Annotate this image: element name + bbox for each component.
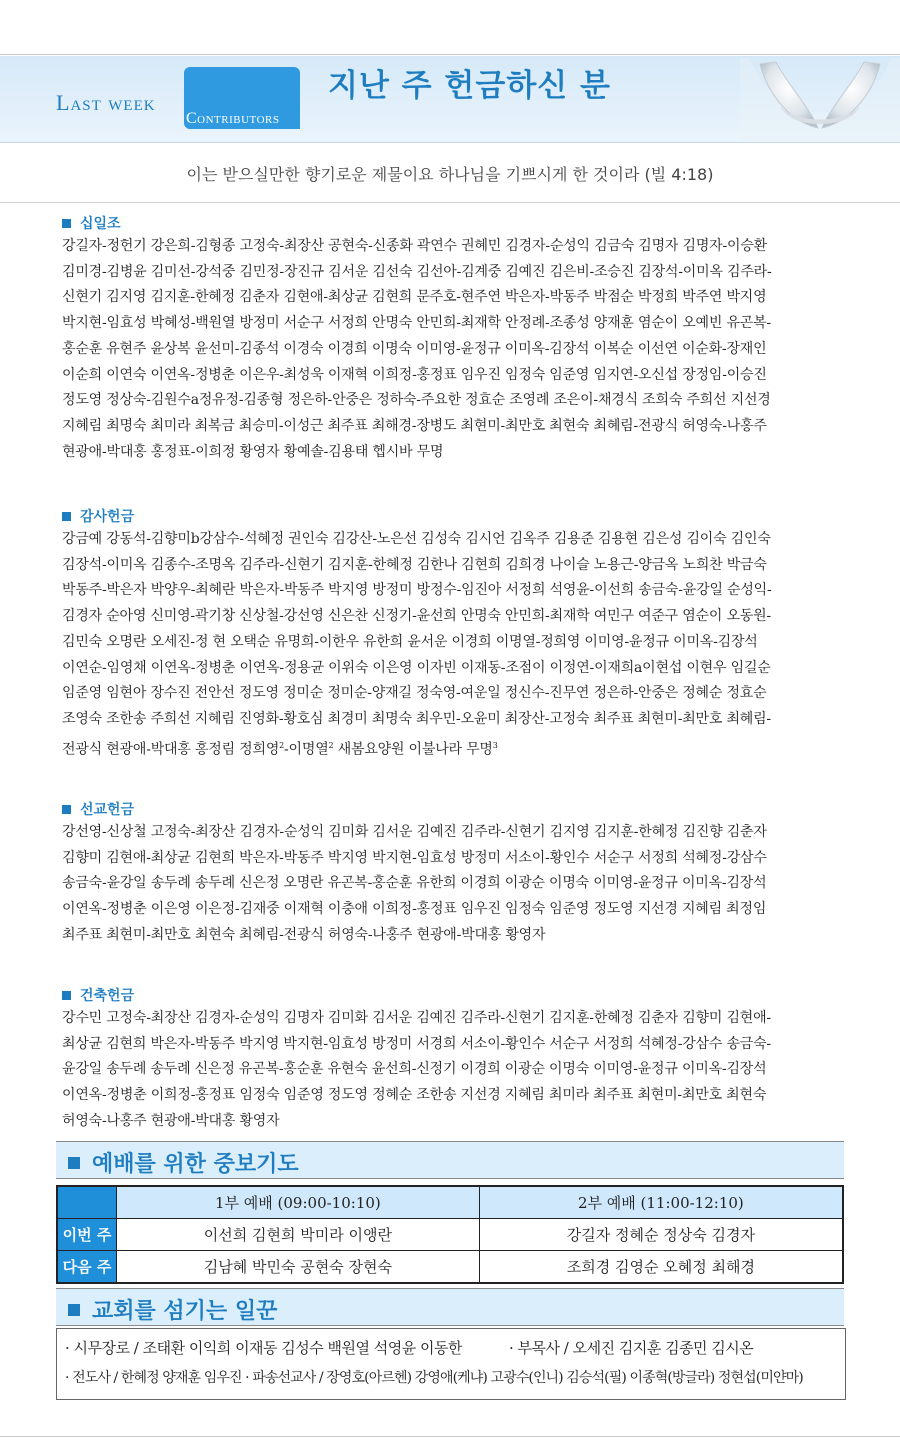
scripture-verse: 이는 받으실만한 향기로운 제물이요 하나님을 기쁘시게 한 것이라 (빌 4:18) [186, 165, 714, 184]
table-cell: 김남혜 박민숙 공현숙 장현숙 [117, 1251, 480, 1284]
names-line: 조영숙 조한송 주희선 지혜림 진영화-황호심 최경미 최명숙 최우민-오윤미 최장산-고정숙 최주표 최현미-최만호 최혜림- [62, 710, 771, 727]
names-text: 새봄요양원 이불나라 무명 [333, 741, 493, 758]
names-line: 최상균 김현희 박은자-박동주 박지영 박지현-임효성 방정미 서경희 서소이-황인수 서순구 서정희 석혜정-강삼수 송금숙- [62, 1035, 771, 1052]
tithe-names [62, 234, 842, 465]
offering-hands-image [740, 58, 900, 142]
names-line: 최주표 최현미-최만호 최현숙 최혜림-전광식 허영숙-나홍주 현광애-박대홍 황영자 [62, 926, 546, 943]
square-bullet-icon [62, 219, 71, 228]
building-names [62, 1006, 842, 1135]
names-line: 강수민 고정숙-최장산 김경자-순성익 김명자 김미화 김서운 김예진 김주라-신현기 김지훈-한혜정 김춘자 김향미 김현애- [62, 1010, 771, 1026]
bottom-divider [0, 1436, 900, 1437]
section-title: 감사헌금 [80, 509, 135, 525]
names-line: 정도영 정상숙-김원수a정유정-김종형 정은하-안중은 정하숙-주요한 정효순 조영례 조은이-채경식 조희숙 주희선 지선경 [62, 392, 771, 409]
square-bullet-icon [68, 1157, 80, 1169]
names-line: 이연옥-정병춘 이희정-홍정표 임정숙 임준영 정도영 정혜순 조한송 지선경 지혜림 최미라 최주표 최현미-최만호 최현숙 [62, 1087, 767, 1104]
names-text: -이명열 [284, 741, 329, 758]
workers-list [56, 1328, 846, 1400]
prayer-title: 예배를 위한 중보기도 [92, 1152, 299, 1177]
names-line: 임준영 임현아 장수진 전안선 정도영 정미순 정미순-양재길 정숙영-여운일 정신수-진무연 정은하-안중은 정혜순 정효순 [62, 685, 767, 702]
workers-title: 교회를 섬기는 일꾼 [92, 1299, 278, 1324]
table-cell: 강길자 정혜순 정상숙 김경자 [479, 1219, 843, 1251]
names-line-last [62, 733, 842, 763]
table-header-service2: 2부 예배 (11:00-12:10) [479, 1186, 843, 1219]
names-text: 전광식 현광애-박대홍 홍정림 정희영 [62, 741, 280, 758]
workers-evangelists-missionaries: · 전도사 / 한혜정 양재훈 임우진 · 파송선교사 / 장영호(아르헨) 강영애(케냐) 고광수(인니) 김승석(필) 이종혁(방글라) 정현섭(미얀마) [65, 1370, 803, 1386]
banner-bottom-edge [0, 142, 900, 143]
names-line: 강금예 강동석-김향미b강삼수-석혜정 권인숙 김강산-노은선 김성숙 김시언 김옥주 김용준 김용현 김은성 김이숙 김인숙 [62, 531, 771, 547]
table-header-service1: 1부 예배 (09:00-10:10) [117, 1186, 480, 1219]
names-line: 강선영-신상철 고정숙-최장산 김경자-순성익 김미화 김서운 김예진 김주라-신현기 김지영 김지훈-한혜정 김진향 김춘자 [62, 824, 767, 840]
names-line: 김장석-이미옥 김종수-조명옥 김주라-신현기 김지훈-한혜정 김한나 김현희 김희경 나이슬 노용근-양금옥 노희찬 박금숙 [62, 556, 767, 573]
section-title: 건축헌금 [80, 988, 135, 1004]
count-superscript: 2 [328, 740, 334, 750]
square-bullet-icon [62, 805, 71, 814]
names-line: 김경자 순아영 신미영-곽기창 신상철-강선영 신은찬 신정기-윤선희 안명숙 안민희-최재학 여민구 여준구 염순이 오동원- [62, 608, 771, 625]
table-row [57, 1251, 843, 1284]
section-heading-building [62, 985, 134, 1005]
row-label: 다음 주 [57, 1251, 117, 1284]
square-bullet-icon [68, 1304, 80, 1316]
page-title: 지난 주 헌금하신 분 [328, 68, 611, 104]
names-line: 윤강일 송두례 송두례 신은정 유곤복-홍순훈 유현숙 윤선희-신정기 이경희 이광순 이명숙 이미영-윤정규 이미옥-김장석 [62, 1061, 767, 1078]
section-heading-tithe [62, 213, 121, 233]
table-header-row [57, 1186, 843, 1219]
top-divider [0, 54, 900, 55]
table-cell: 조희경 김영순 오혜정 최해경 [479, 1251, 843, 1284]
count-superscript: 2 [279, 740, 285, 750]
names-line: 송금숙-윤강일 송두례 송두례 신은정 오명란 유곤복-홍순훈 유한희 이경희 이광순 이명숙 이미영-윤정규 이미옥-김장석 [62, 875, 767, 892]
names-line: 강길자-정헌기 강은희-김형종 고정숙-최장산 공현숙-신종화 곽연수 권혜민 김경자-순성익 김금숙 김명자 김명자-이승환 [62, 238, 767, 254]
names-line: 이연옥-정병춘 이은영 이은정-김재중 이재혁 이충애 이희정-홍정표 임우진 임정숙 임준영 정도영 지선경 지혜림 최정임 [62, 901, 767, 918]
names-line: 홍순훈 유현주 윤상복 윤선미-김종석 이경숙 이경희 이명숙 이미영-윤정규 이미옥-김장석 이복순 이선연 이순화-장재인 [62, 340, 767, 357]
table-row [57, 1219, 843, 1251]
names-line: 신현기 김지영 김지훈-한혜정 김춘자 김현애-최상균 김현희 문주호-현주연 박은자-박동주 박점순 박정희 박주연 박지영 [62, 289, 767, 306]
table-corner-cell [57, 1186, 117, 1219]
prayer-heading [68, 1147, 299, 1178]
verse-divider [0, 202, 900, 203]
count-superscript: 3 [492, 740, 498, 750]
names-line: 박지현-임효성 박혜성-백원열 방정미 서순구 서정희 안명숙 안민희-최재학 안정례-조종성 양재훈 염순이 오예빈 유곤복- [62, 315, 771, 332]
section-title: 선교헌금 [80, 802, 135, 818]
prayer-heading-bar [56, 1141, 844, 1179]
missions-names [62, 820, 842, 949]
names-line: 김미경-김병윤 김미선-강석중 김민정-장진규 김서운 김선숙 김선아-김계중 김예진 김은비-조승진 김장석-이미옥 김주라- [62, 263, 772, 280]
thanksgiving-names [62, 527, 842, 763]
workers-heading [68, 1294, 277, 1325]
names-line: 지혜림 최명숙 최미라 최복금 최승미-이성근 최주표 최해경-장병도 최현미-최만호 최현숙 최혜림-전광식 허영숙-나홍주 [62, 417, 767, 434]
names-line: 김향미 김현애-최상균 김현희 박은자-박동주 박지영 박지현-임효성 방정미 서소이-황인수 서순구 서정희 석혜정-강삼수 [62, 849, 767, 866]
section-heading-thanksgiving [62, 506, 134, 526]
square-bullet-icon [62, 512, 71, 521]
header-english-line2: Contributors [186, 110, 280, 127]
section-title: 십일조 [80, 216, 121, 232]
names-line: 현광애-박대홍 홍정표-이희정 황영자 황예솔-김용태 헵시바 무명 [62, 443, 444, 460]
names-line: 김민숙 오명란 오세진-정 현 오택순 유명희-이한우 유한희 윤서운 이경희 이명열-정희영 이미영-윤정규 이미옥-김장석 [62, 633, 758, 650]
names-line: 이연순-임영채 이연옥-정병춘 이연옥-정용균 이위숙 이은영 이자빈 이재동-조점이 이정연-이재희a이현섭 이현우 임길순 [62, 659, 771, 676]
row-label: 이번 주 [57, 1219, 117, 1251]
names-line: 박동주-박은자 박양우-최혜란 박은자-박동주 박지영 방정미 방정수-임진아 서정희 석영윤-이선희 송금숙-윤강일 순성익- [62, 582, 772, 599]
square-bullet-icon [62, 991, 71, 1000]
names-line: 이순희 이연숙 이연옥-정병춘 이은우-최성욱 이재혁 이희정-홍정표 임우진 임정숙 임준영 임지연-오신섭 장정임-이승진 [62, 366, 767, 383]
table-cell: 이선희 김현희 박미라 이앵란 [117, 1219, 480, 1251]
workers-associate-pastors: · 부목사 / 오세진 김지훈 김종민 김시온 [509, 1339, 754, 1357]
workers-heading-bar [56, 1288, 844, 1326]
prayer-schedule-table [56, 1185, 844, 1284]
names-line: 허영숙-나홍주 현광애-박대홍 황영자 [62, 1112, 280, 1129]
section-heading-missions [62, 799, 134, 819]
workers-elders: · 시무장로 / 조태환 이익희 이재동 김성수 백원열 석영윤 이동한 [65, 1339, 462, 1357]
header-english-line1: Last week [56, 90, 156, 115]
